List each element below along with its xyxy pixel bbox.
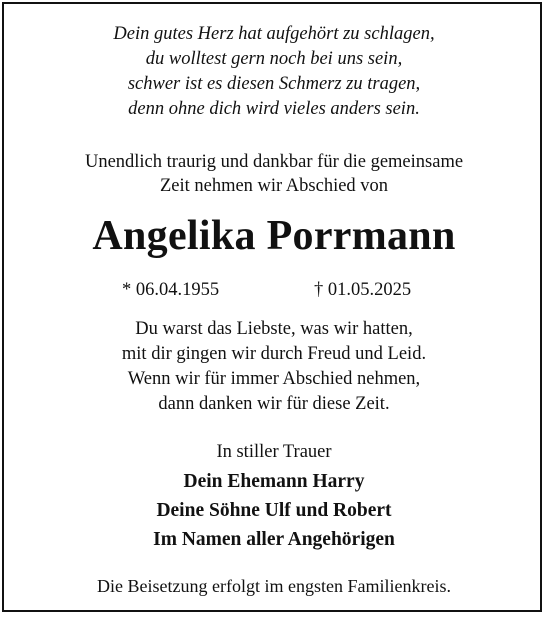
intro-text bbox=[4, 150, 544, 198]
poem-line: Dein gutes Herz hat aufgehört zu schlagen, bbox=[113, 24, 435, 44]
death-date: † 01.05.2025 bbox=[314, 280, 412, 300]
poem bbox=[4, 22, 544, 122]
obituary-frame bbox=[2, 2, 542, 612]
mourner-line: Dein Ehemann Harry bbox=[183, 471, 365, 492]
life-dates bbox=[4, 277, 544, 303]
poem-line: denn ohne dich wird vieles anders sein. bbox=[128, 99, 420, 119]
verse-line: Wenn wir für immer Abschied nehmen, bbox=[127, 369, 421, 389]
mourning-label: In stiller Trauer bbox=[216, 442, 332, 462]
mourners-list bbox=[4, 467, 544, 554]
verse bbox=[4, 317, 544, 417]
poem-line: schwer ist es diesen Schmerz zu tragen, bbox=[127, 74, 421, 94]
mourner-line: Im Namen aller Angehörigen bbox=[153, 529, 395, 550]
funeral-note: Die Beisetzung erfolgt im engsten Familienkreis. bbox=[97, 576, 451, 596]
deceased-name: Angelika Porrmann bbox=[92, 213, 456, 259]
poem-line: du wolltest gern noch bei uns sein, bbox=[145, 49, 403, 69]
verse-line: dann danken wir für diese Zeit. bbox=[158, 394, 390, 414]
intro-line: Unendlich traurig und dankbar für die gemeinsame bbox=[84, 152, 464, 172]
birth-date: * 06.04.1955 bbox=[122, 280, 220, 300]
verse-line: Du warst das Liebste, was wir hatten, bbox=[135, 319, 413, 339]
mourner-line: Deine Söhne Ulf und Robert bbox=[156, 500, 392, 521]
verse-line: mit dir gingen wir durch Freud und Leid. bbox=[121, 344, 427, 364]
intro-line: Zeit nehmen wir Abschied von bbox=[159, 176, 389, 196]
